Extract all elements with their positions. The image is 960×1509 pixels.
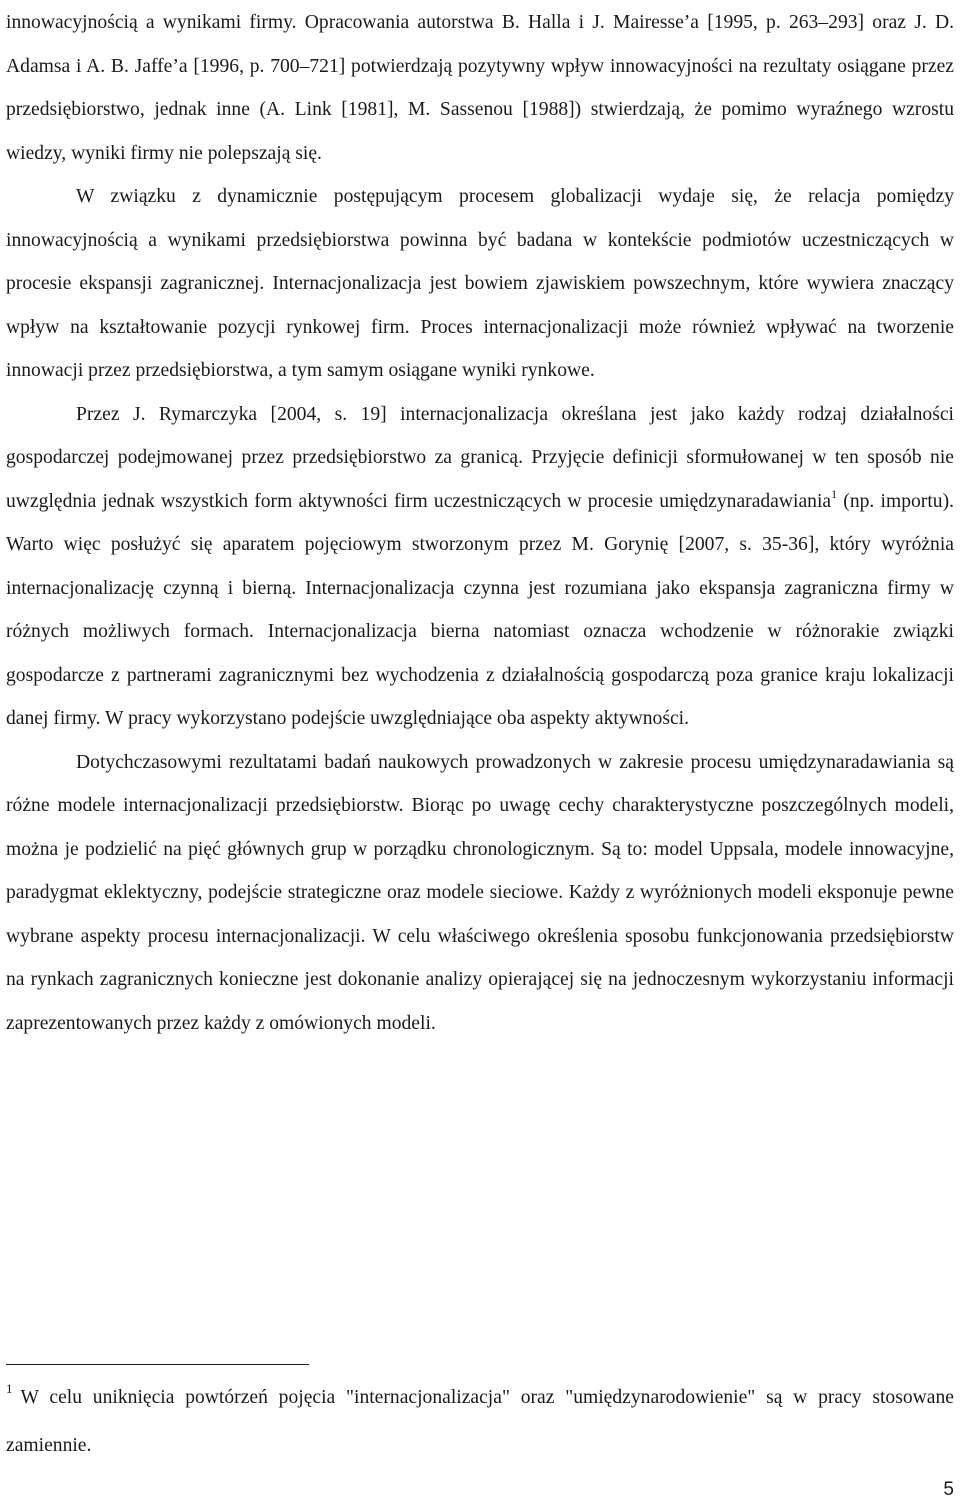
paragraph-3-text-before-note: Przez J. Rymarczyka [2004, s. 19] internacjonalizacja określana jest jako każdy rodzaj działalności gospodarczej podejmowanej przez przedsiębiorstwo za granicą. Przyjęcie definicji sformułowanej w ten sposób nie uwzględnia jednak wszystkich form aktywności firm uczestniczących w procesie umiędzynaradawiania (6, 403, 954, 512)
footnote-text: W celu uniknięcia powtórzeń pojęcia "internacjonalizacja" oraz "umiędzynarodowienie" są w pracy stosowane zamiennie. (6, 1387, 954, 1456)
footnote-divider (6, 1364, 309, 1365)
paragraph-1: innowacyjnością a wynikami firmy. Opracowania autorstwa B. Halla i J. Mairesse’a [1995, p. 263–293] oraz J. D. Adamsa i A. B. Jaffe’a [1996, p. 700–721] potwierdzają pozytywny wpływ innowacyjności na rezultaty osiągane przez przedsiębiorstwo, jednak inne (A. Link [1981], M. Sassenou [1988]) stwierdzają, że pomimo wyraźnego wzrostu wiedzy, wyniki firmy nie polepszają się. (6, 12, 954, 164)
footnote-number: 1 (6, 1381, 13, 1396)
footnote (6, 1374, 954, 1470)
paragraph-2: W związku z dynamicznie postępującym procesem globalizacji wydaje się, że relacja pomiędzy innowacyjnością a wynikami przedsiębiorstwa powinna być badana w kontekście podmiotów uczestniczących w procesie ekspansji zagranicznej. Internacjonalizacja jest bowiem zjawiskiem powszechnym, które wywiera znaczący wpływ na kształtowanie pozycji rynkowej firm. Proces internacjonalizacji może również wpływać na tworzenie innowacji przez przedsiębiorstwa, a tym samym osiągane wyniki rynkowe. (6, 186, 954, 381)
paragraph-4: Dotychczasowymi rezultatami badań naukowych prowadzonych w zakresie procesu umiędzynaradawiania są różne modele internacjonalizacji przedsiębiorstw. Biorąc po uwagę cechy charakterystyczne poszczególnych modeli, można je podzielić na pięć głównych grup w porządku chronologicznym. Są to: model Uppsala, modele innowacyjne, paradygmat eklektyczny, podejście strategiczne oraz modele sieciowe. Każdy z wyróżnionych modeli eksponuje pewne wybrane aspekty procesu internacjonalizacji. W celu właściwego określenia sposobu funkcjonowania przedsiębiorstw na rynkach zagranicznych konieczne jest dokonanie analizy opierającej się na jednoczesnym wykorzystaniu informacji zaprezentowanych przez każdy z omówionych modeli. (6, 751, 954, 1034)
footnote-reference[interactable]: 1 (831, 486, 838, 501)
paragraph-3-text-after-note: (np. importu). Warto więc posłużyć się aparatem pojęciowym stworzonym przez M. Gorynię [2007, s. 35-36], który wyróżnia internacjonalizację czynną i bierną. Internacjonalizacja czynna jest rozumiana jako ekspansja zagraniczna firmy w różnych możliwych formach. Internacjonalizacja bierna natomiast oznacza wchodzenie w różnorakie związki gospodarcze z partnerami zagranicznymi bez wychodzenia z działalnością gospodarczą poza granice kraju lokalizacji danej firmy. W pracy wykorzystano podejście uwzględniające oba aspekty aktywności. (6, 490, 954, 729)
page-number: 5 (943, 1479, 954, 1500)
document-body (6, 0, 954, 1045)
paragraph-3 (6, 393, 954, 741)
